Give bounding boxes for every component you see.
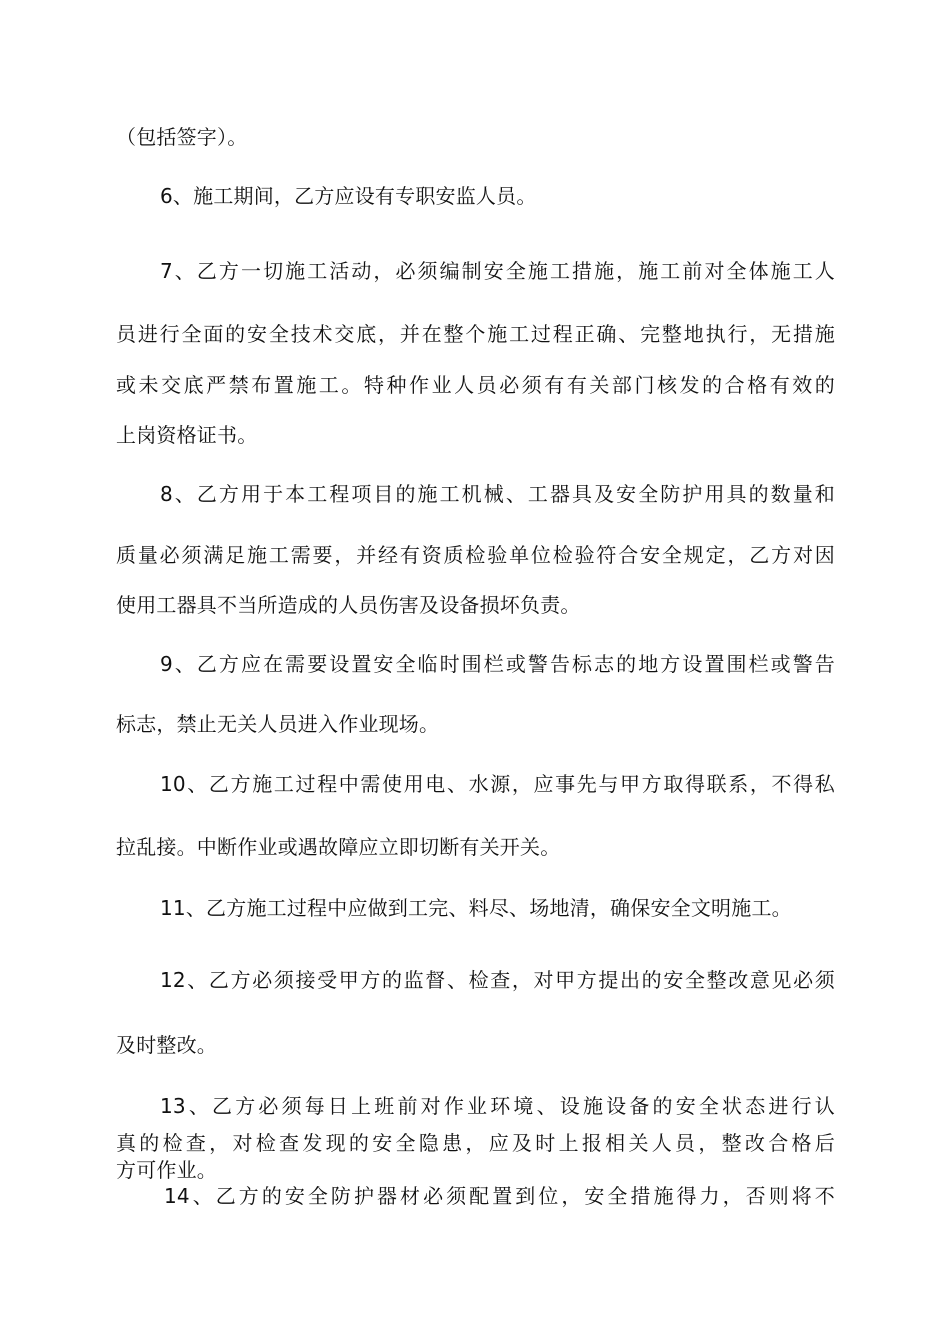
- text-line: 7、乙方一切施工活动，必须编制安全施工措施，施工前对全体施工人: [160, 259, 835, 283]
- text-line: 8、乙方用于本工程项目的施工机械、工器具及安全防护用具的数量和: [160, 482, 835, 506]
- text-line: 10、乙方施工过程中需使用电、水源，应事先与甲方取得联系，不得私: [160, 772, 835, 796]
- text-line: 13、乙方必须每日上班前对作业环境、设施设备的安全状态进行认: [160, 1094, 835, 1118]
- text-line: 14、乙方的安全防护器材必须配置到位，安全措施得力，否则将不: [164, 1184, 835, 1208]
- text-line: 11、乙方施工过程中应做到工完、料尽、场地清，确保安全文明施工。: [160, 896, 792, 920]
- text-line: 及时整改。: [116, 1033, 217, 1057]
- text-line: 使用工器具不当所造成的人员伤害及设备损坏负责。: [116, 593, 581, 617]
- text-line: 员进行全面的安全技术交底，并在整个施工过程正确、完整地执行，无措施: [116, 322, 835, 346]
- text-line: 或未交底严禁布置施工。特种作业人员必须有有关部门核发的合格有效的: [116, 373, 835, 397]
- text-line: 6、施工期间，乙方应设有专职安监人员。: [160, 184, 537, 208]
- text-line: 质量必须满足施工需要，并经有资质检验单位检验符合安全规定，乙方对因: [116, 543, 835, 567]
- text-line: 9、乙方应在需要设置安全临时围栏或警告标志的地方设置围栏或警告: [160, 652, 835, 676]
- text-line: 拉乱接。中断作业或遇故障应立即切断有关开关。: [116, 835, 561, 859]
- text-line: （包括签字）。: [116, 125, 248, 149]
- text-line: 真的检查，对检查发现的安全隐患，应及时上报相关人员，整改合格后: [116, 1131, 835, 1155]
- text-line: 上岗资格证书。: [116, 423, 258, 447]
- text-line: 标志，禁止无关人员进入作业现场。: [116, 712, 440, 736]
- text-line: 方可作业。: [116, 1158, 217, 1182]
- text-line: 12、乙方必须接受甲方的监督、检查，对甲方提出的安全整改意见必须: [160, 968, 835, 992]
